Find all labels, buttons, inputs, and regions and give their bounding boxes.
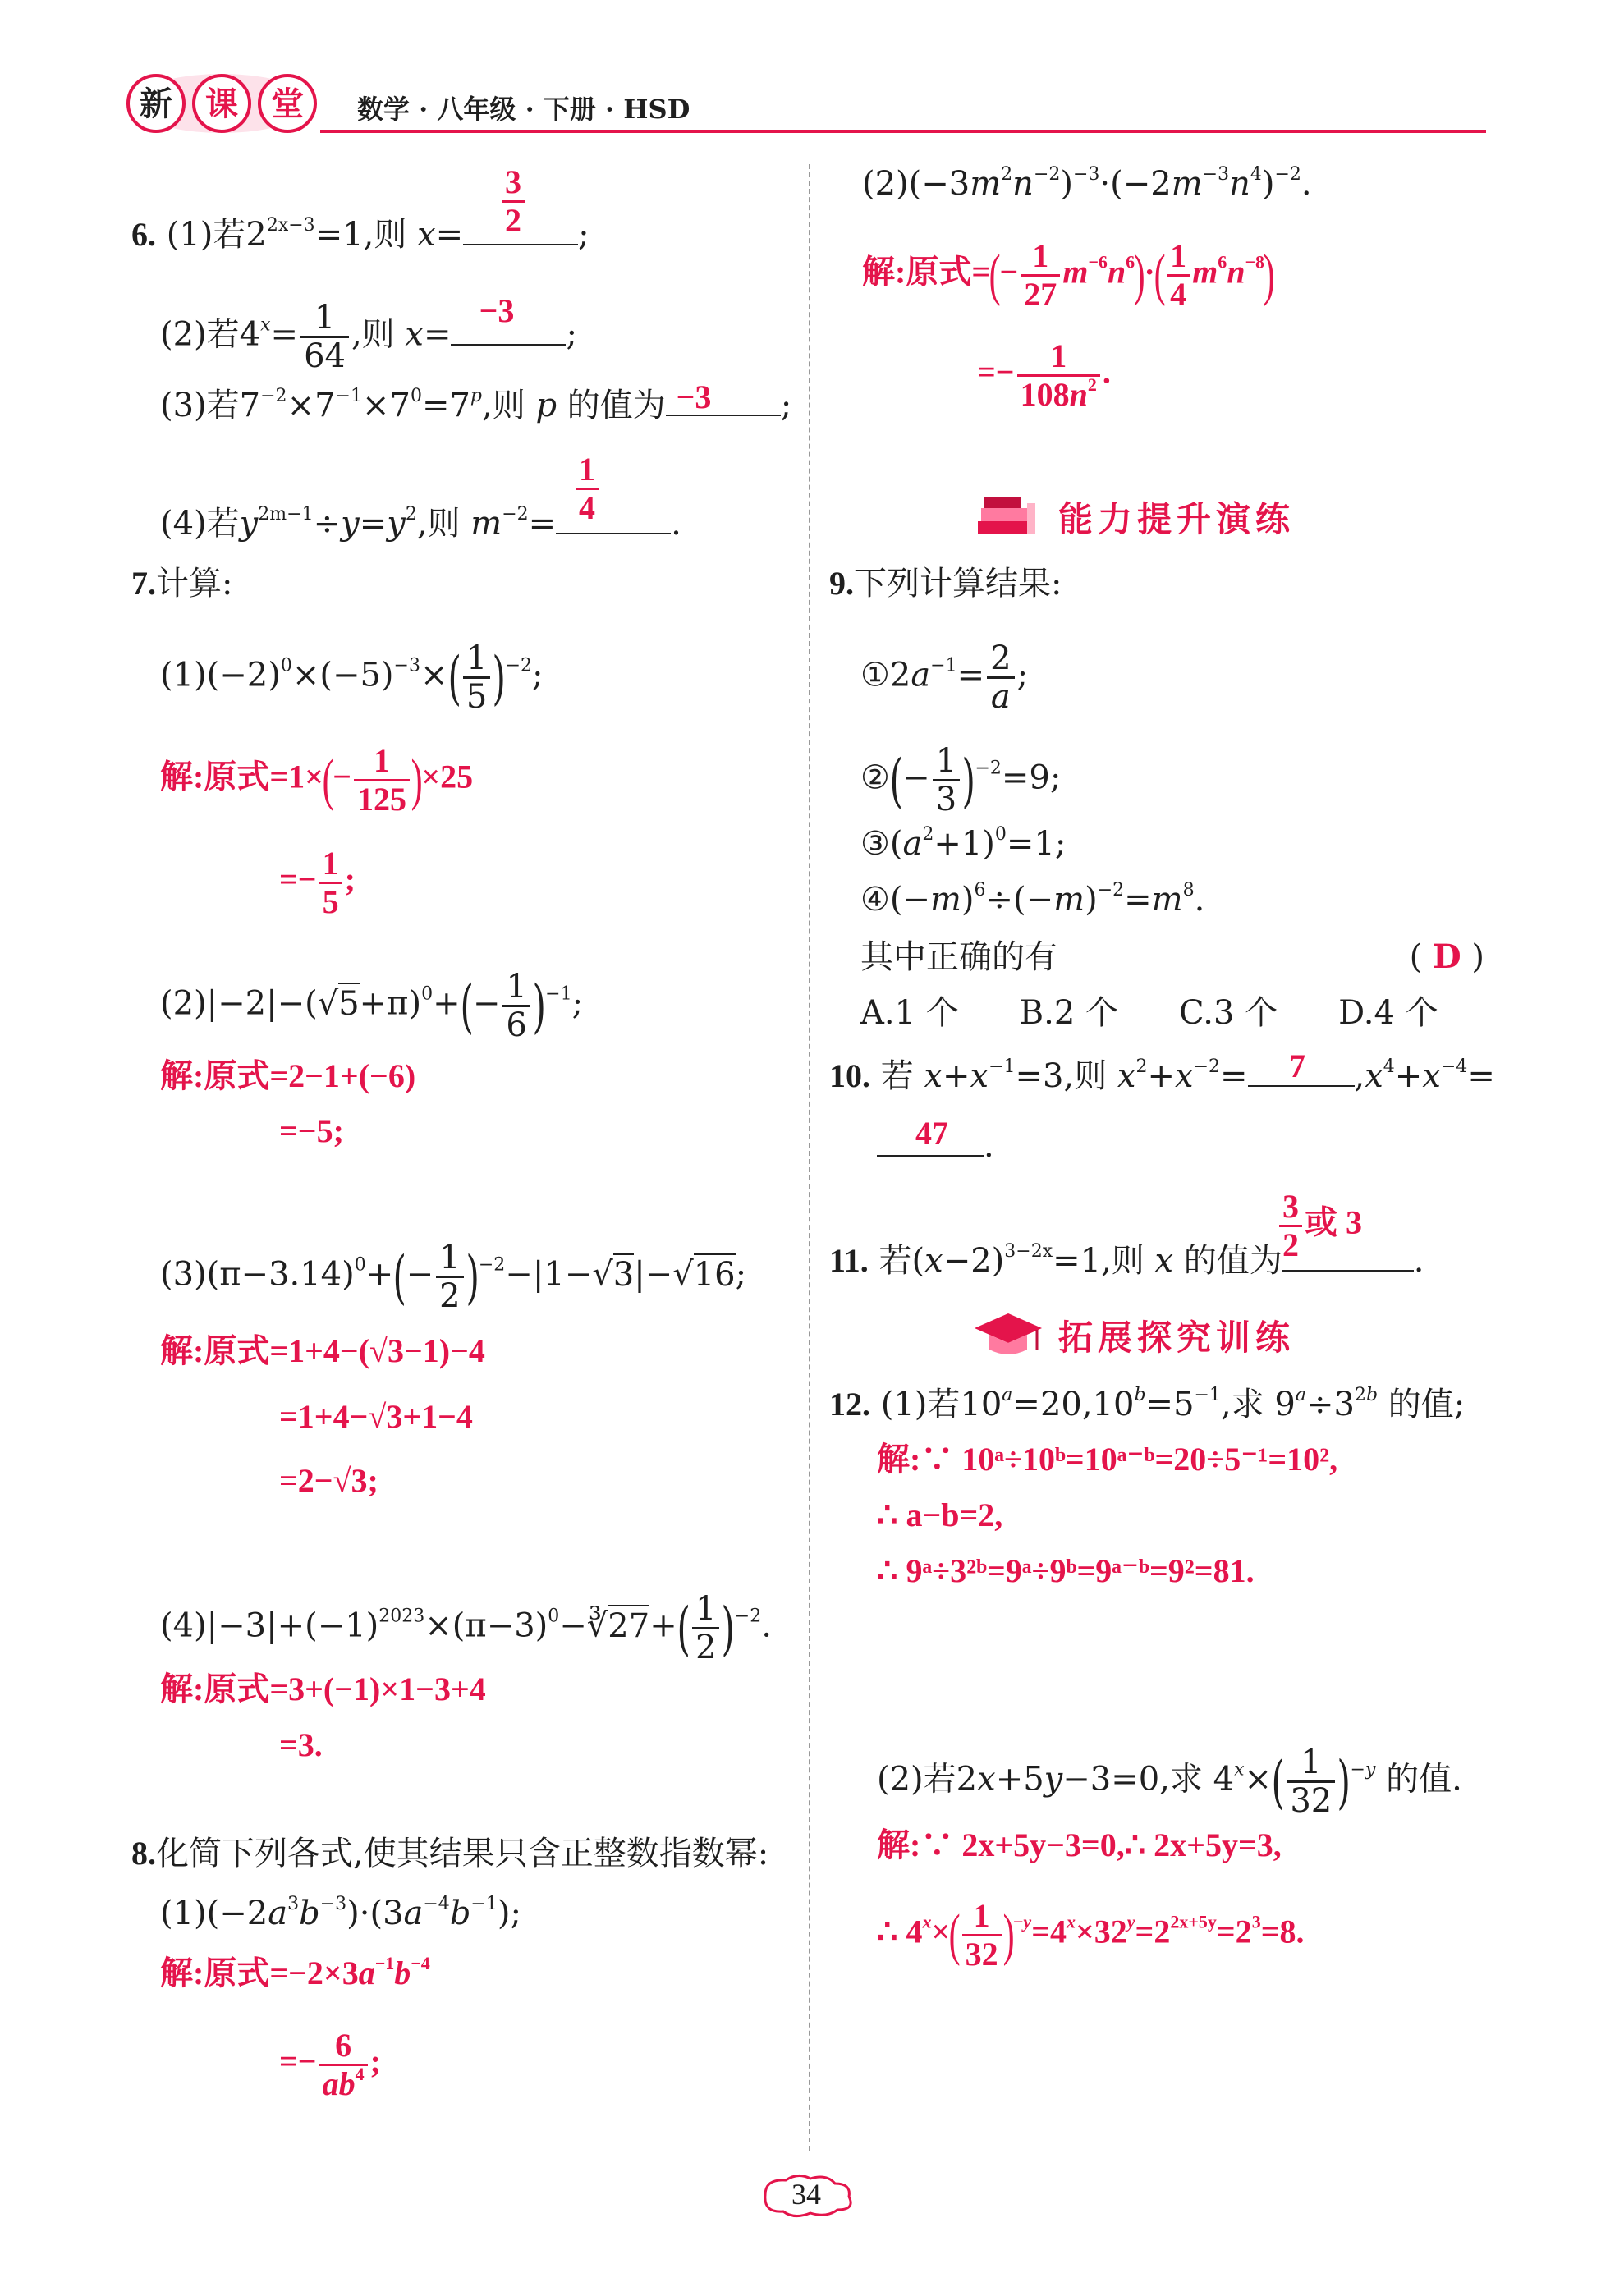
- q9-option-c: C.3 个: [1179, 994, 1278, 1032]
- logo-badge: [123, 66, 320, 140]
- q9-options: [860, 992, 1484, 1034]
- q7-part1: $(1)(-2)^0\times(-5)^{-3}\times$( $\frac{1}{5}$ )$^{-2}$;: [160, 639, 544, 716]
- q9-question: 其中正确的有 ( D ): [860, 937, 1484, 976]
- q9-option-b: B.2 个: [1019, 994, 1119, 1032]
- q9-answer: D: [1432, 937, 1461, 976]
- header: [123, 66, 1486, 140]
- q8-sol2-line2: =− $\frac{1}{108n^2}$ .: [977, 337, 1111, 413]
- q8-title: 8.化简下列各式,使其结果只含正整数指数幂:: [131, 1835, 769, 1872]
- q7-sol4-line1: 解:原式=3+(−1)×1−3+4: [160, 1670, 486, 1707]
- q11-answer: $\frac{3}{2}$ 或 3: [1277, 1189, 1375, 1263]
- books-icon: [973, 488, 1044, 546]
- svg-text:新: 新: [140, 85, 172, 123]
- q6-answer2: −3: [479, 292, 515, 329]
- q6-part2: (2)若$4^x=$ $\frac{1}{64}$ ,则 x= ;: [160, 299, 577, 375]
- q7-sol3-line1: 解:原式=1+4−(√3−1)−4: [160, 1332, 485, 1369]
- q6-label: 6.: [131, 216, 156, 253]
- q6-answer1: $\frac{3}{2}$: [484, 164, 542, 239]
- q9-option-d: D.4 个: [1338, 994, 1438, 1032]
- q9-option-a: A.1 个: [860, 994, 959, 1032]
- svg-text:堂: 堂: [271, 85, 304, 123]
- q8-sol2-line1: 解:原式=(− $\frac{1}{27}$ $m^{-6}n^6)\cdot$( $\frac{1}{4}$ $m^6n^{-8}$): [862, 237, 1275, 313]
- header-rule: [320, 130, 1486, 133]
- q7-title: 7.计算:: [131, 565, 233, 603]
- q12-sol2-line2: ∴ $4^x\times$( $\frac{1}{32}$ )$^{-y}=4^x\times 32^y=2^{2x+5y}=2^3=8$.: [877, 1897, 1305, 1973]
- q12-sol1-line1: 解:∵ 10ᵃ÷10ᵇ=10ᵃ⁻ᵇ=20÷5⁻¹=10²,: [877, 1441, 1338, 1478]
- q10-answer2: 47: [915, 1115, 948, 1152]
- q6-part4: (4)若$y^{2m-1}\div y=y^2$,则 $m^{-2}=$ .: [160, 504, 681, 543]
- q7-part3: $(3)(\pi-3.14)^0+(-$ $\frac{1}{2}$ )$^{-2}$−|1−√3|−√16;: [160, 1239, 747, 1315]
- q11: 11. 若$(x-2)^{3-2x}=1$,则 x 的值为 .: [829, 1241, 1424, 1280]
- q7-part4: $(4)|-3|+(-1)^{2023}\times(\pi-3)^0-∛27+$( $\frac{1}{2}$ )$^{-2}$.: [160, 1590, 772, 1666]
- svg-text:课: 课: [205, 85, 238, 123]
- q9-item1: $①2a^{-1}=$ $\frac{2}{a}$ ;: [860, 639, 1029, 716]
- column-divider: [809, 164, 810, 2151]
- q7-sol3-line3: =2−√3;: [279, 1462, 378, 1499]
- q7-sol4-line2: =3.: [279, 1726, 323, 1763]
- q12-sol1-line2: ∴ a−b=2,: [877, 1496, 1003, 1533]
- q10-answer1: 7: [1289, 1047, 1305, 1084]
- q10: 10. 若 $x+x^{-1}=3$,则 $x^2+x^{-2}= ,x^4+x^{-4}=$: [829, 1056, 1495, 1095]
- q12-part2: (2)若2x+5y−3=0,求 $4^x\times$( $\frac{1}{32}$ )$^{-y}$ 的值.: [877, 1744, 1462, 1820]
- q10-line2: .: [877, 1125, 994, 1167]
- q7-sol1-line2: =− $\frac{1}{5}$ ;: [279, 845, 356, 920]
- graduation-cap-icon: [973, 1307, 1044, 1364]
- q9-title: 9.下列计算结果:: [829, 565, 1062, 603]
- page-number: 34: [791, 2178, 821, 2211]
- header-subtitle: 数学 · 八年级 · 下册 · HSD: [357, 94, 690, 125]
- q8-sol1-line1: 解:原式$=-2\times 3a^{-1}b^{-4}$: [160, 1953, 430, 1991]
- q8-sol1-line2: =− $\frac{6}{ab^4}$ ;: [279, 2027, 381, 2102]
- q7-sol2-line2: =−5;: [279, 1112, 344, 1149]
- q6-part3: (3)若$7^{-2}\times 7^{-1}\times 7^0=7^p$,则 p 的值为 ;: [160, 386, 792, 424]
- q7-sol1-line1: 解:原式=1×(− $\frac{1}{125}$ )×25: [160, 742, 474, 818]
- q8-part1: $(1)(-2a^3b^{-3})\cdot(3a^{-4}b^{-1})$;: [160, 1894, 521, 1932]
- section-explore: 拓展探究训练: [973, 1307, 1295, 1364]
- q7-sol2-line1: 解:原式=2−1+(−6): [160, 1057, 416, 1094]
- q9-item2: ②(− $\frac{1}{3}$ )$^{-2}$=9;: [860, 742, 1062, 818]
- q9-item3: $③(a^2+1)^0=1$;: [860, 824, 1067, 863]
- q7-part2: $(2)|-2|-(√5+\pi)^0+(-$ $\frac{1}{6}$ )$^{-1}$;: [160, 968, 584, 1044]
- q12-part1: 12. (1)若$10^a=20,10^b=5^{-1}$,求 $9^a\div 3^{2b}$ 的值;: [829, 1385, 1466, 1423]
- q6-answer3: −3: [676, 378, 712, 415]
- page-number-badge: [749, 2170, 864, 2220]
- q12-sol2-line1: 解:∵ 2x+5y−3=0,∴ 2x+5y=3,: [877, 1826, 1282, 1863]
- q12-sol1-line3: ∴ 9ᵃ÷3²ᵇ=9ᵃ÷9ᵇ=9ᵃ⁻ᵇ=9²=81.: [877, 1552, 1255, 1589]
- q8-part2: $(2)(-3m^2n^{-2})^{-3}\cdot(-2m^{-3}n^4)^{-2}$.: [862, 164, 1312, 203]
- q7-sol3-line2: =1+4−√3+1−4: [279, 1398, 473, 1435]
- q6-part1: 6. (1)若$2^{2x-3}=1$,则 x= ;: [131, 215, 589, 254]
- q9-item4: $④(-m)^6\div(-m)^{-2}=m^8$.: [860, 880, 1205, 919]
- section-ability: 能力提升演练: [973, 488, 1295, 546]
- q6-answer4: $\frac{1}{4}$: [558, 451, 616, 526]
